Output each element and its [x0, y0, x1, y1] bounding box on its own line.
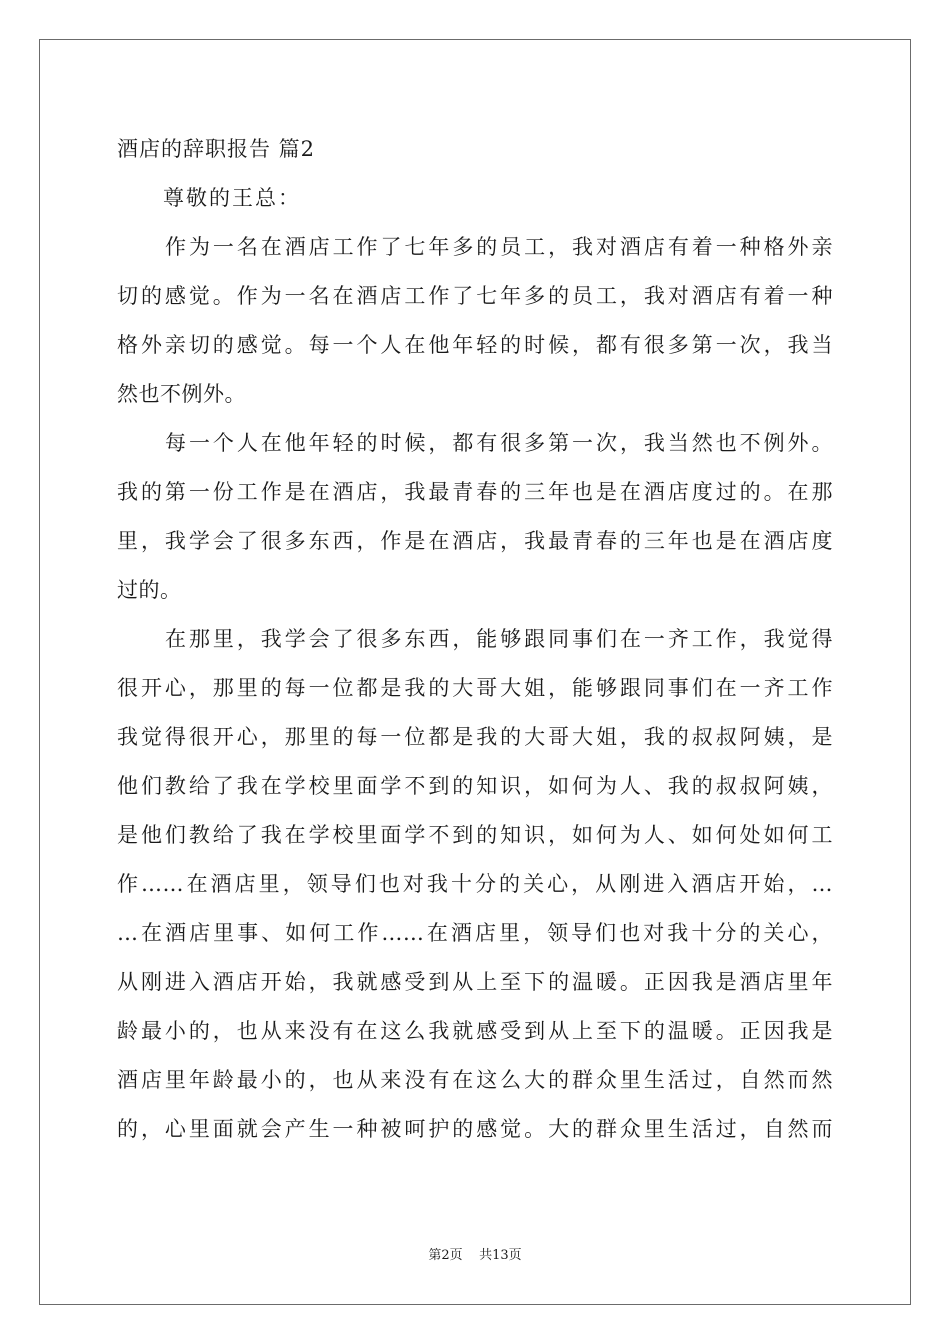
text-line: 每一个人在他年轻的时候，都有很多第一次，我当然也不例外。 [165, 431, 833, 455]
paragraph-3 [117, 621, 833, 1160]
text-line: 很开心，那里的每一位都是我的大哥大姐，能够跟同事们在一齐工作 [117, 676, 833, 700]
text-line: 的，心里面就会产生一种被呵护的感觉。大的群众里生活过，自然而 [117, 1117, 833, 1141]
paragraph-2 [117, 425, 833, 609]
text-line: 作为一名在酒店工作了七年多的员工，我对酒店有着一种格外亲 [165, 235, 833, 259]
text-line: 我的第一份工作是在酒店，我最青春的三年也是在酒店度过的。在那 [117, 480, 833, 504]
text-line: 作……在酒店里，领导们也对我十分的关心，从刚进入酒店开始，… [117, 872, 833, 896]
page-number-footer: 第2页 共13页 [428, 1248, 522, 1263]
text-line: 里，我学会了很多东西，作是在酒店，我最青春的三年也是在酒店度 [117, 529, 833, 553]
text-line: 龄最小的，也从来没有在这么我就感受到从上至下的温暖。正因我是 [117, 1019, 833, 1043]
salutation: 尊敬的王总： [163, 186, 301, 210]
text-line: 他们教给了我在学校里面学不到的知识，如何为人、我的叔叔阿姨， [117, 774, 833, 798]
text-line: 格外亲切的感觉。每一个人在他年轻的时候，都有很多第一次，我当 [117, 333, 833, 357]
text-line: 然也不例外。 [117, 382, 246, 406]
text-line: …在酒店里事、如何工作……在酒店里，领导们也对我十分的关心， [117, 921, 833, 945]
text-line: 过的。 [117, 578, 182, 602]
text-line: 是他们教给了我在学校里面学不到的知识，如何为人、如何处如何工 [117, 823, 833, 847]
text-line: 我觉得很开心，那里的每一位都是我的大哥大姐，我的叔叔阿姨，是 [117, 725, 833, 749]
text-line: 酒店里年龄最小的，也从来没有在这么大的群众里生活过，自然而然 [117, 1068, 833, 1092]
text-line: 切的感觉。作为一名在酒店工作了七年多的员工，我对酒店有着一种 [117, 284, 833, 308]
paragraph-1 [117, 229, 833, 413]
document-body [117, 131, 833, 1172]
text-line: 从刚进入酒店开始，我就感受到从上至下的温暖。正因我是酒店里年 [117, 970, 833, 994]
text-line: 在那里，我学会了很多东西，能够跟同事们在一齐工作，我觉得 [165, 627, 833, 651]
document-title: 酒店的辞职报告 篇2 [117, 137, 316, 161]
